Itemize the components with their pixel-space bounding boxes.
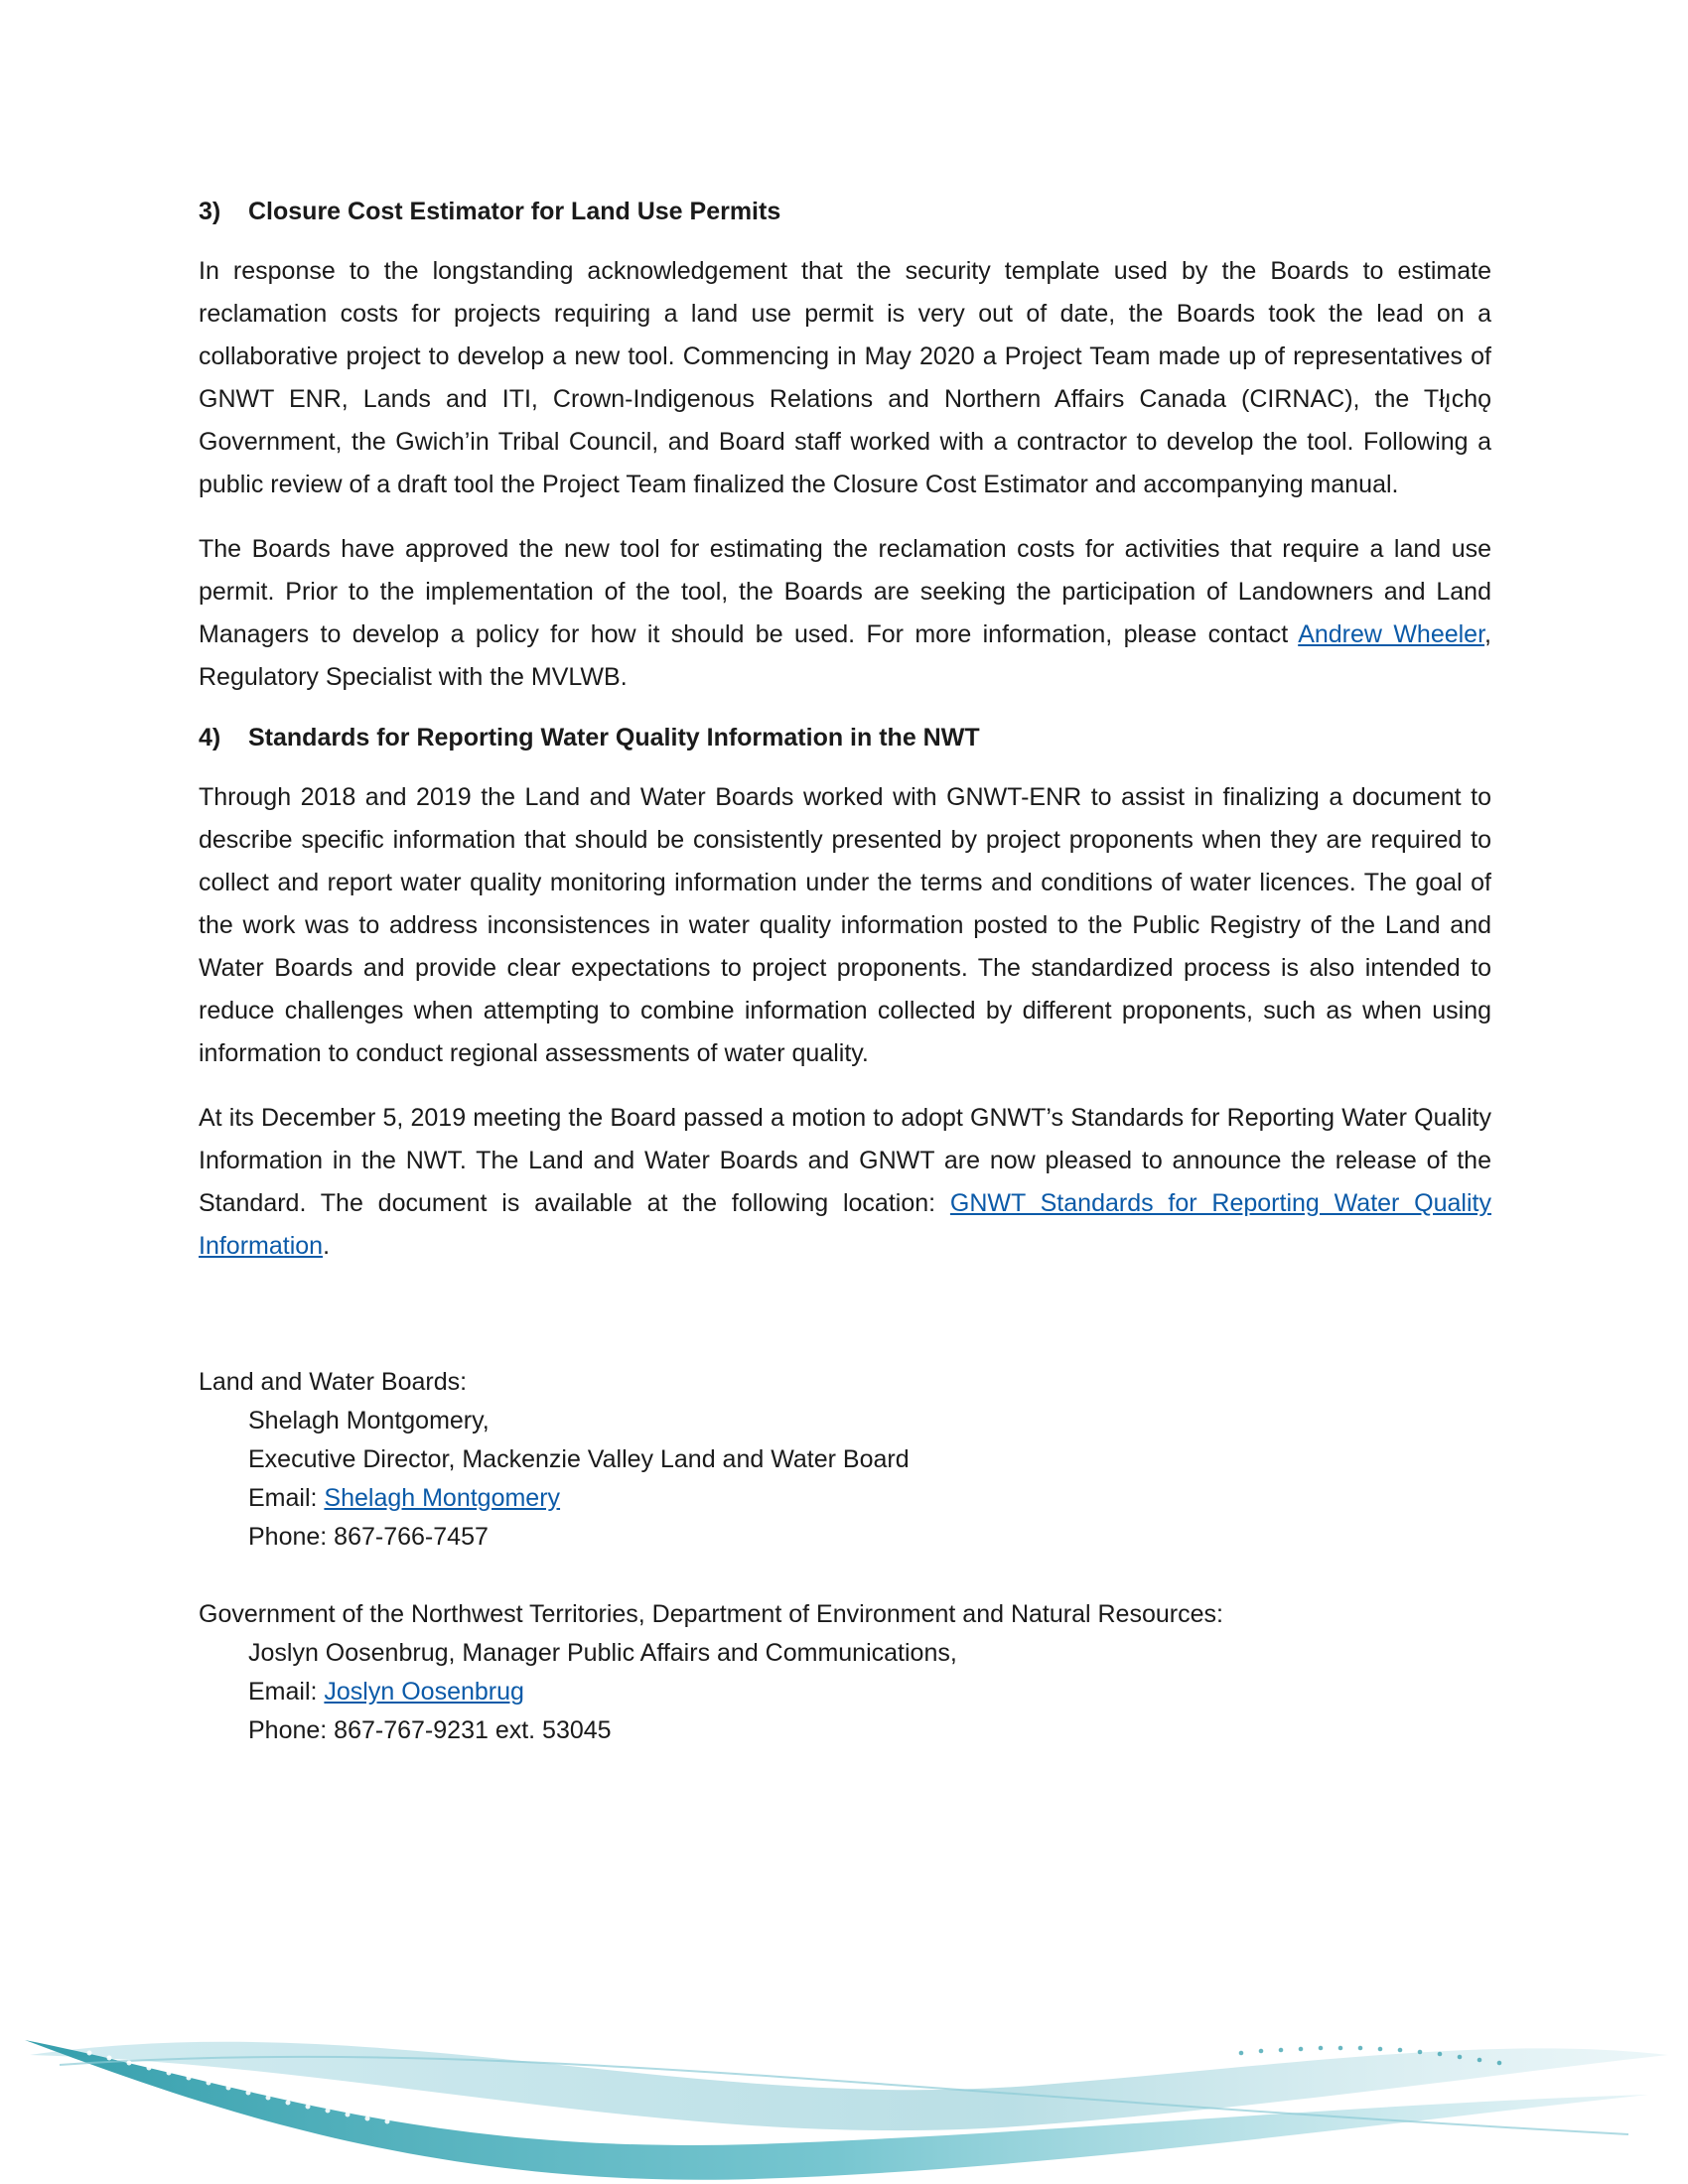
section-4-paragraph-1: Through 2018 and 2019 the Land and Water Boards worked with GNWT-ENR to assist in finalizing a document to describe specific information that should be consistently presented by project proponents when they are required to collect and report water quality monitoring information under the terms and conditions of water licences. The goal of the work was to address inconsistences in water quality information posted to the Public Registry of the Land and Water Boards and provide clear expectations to project proponents. The standardized process is also intended to reduce challenges when attempting to combine information collected by different proponents, such as when using information to conduct regional assessments of water quality.	[199, 783, 1491, 1067]
lwb-email	[199, 1479, 1491, 1518]
lwb-phone: Phone: 867-766-7457	[248, 1523, 489, 1551]
lwb-org: Land and Water Boards:	[199, 1368, 468, 1396]
lwb-contact	[199, 1363, 1491, 1557]
section-3-heading	[199, 195, 1491, 228]
section-3-paragraph-1: In response to the longstanding acknowledgement that the security template used by the Boards to estimate reclamation costs for projects requiring a land use permit is very out of date, the Boards took the lead on a collaborative project to develop a new tool. Commencing in May 2020 a Project Team made up of representatives of GNWT ENR, Lands and ITI, Crown-Indigenous Relations and Northern Affairs Canada (CIRNAC), the Tłı̨chǫ Government, the Gwich’in Tribal Council, and Board staff worked with a contractor to develop the tool. Following a public review of a draft tool the Project Team finalized the Closure Cost Estimator and accompanying manual.	[199, 257, 1491, 498]
joslyn-oosenbrug-email-link[interactable]: Joslyn Oosenbrug	[324, 1678, 524, 1706]
document-page	[199, 195, 1491, 1789]
footer-wave-decoration	[0, 1995, 1688, 2184]
section-3-paragraph-2	[199, 528, 1491, 699]
section-4-heading	[199, 721, 1491, 754]
lwb-role: Executive Director, Mackenzie Valley Land and Water Board	[248, 1445, 910, 1473]
section-4-paragraph-2-text: At its December 5, 2019 meeting the Board passed a motion to adopt GNWT’s Standards for Reporting Water Quality Information in the NWT. The Land and Water Boards and GNWT are now pleased to announce the release of the Standard. The document is available at the following location:	[199, 1104, 1491, 1217]
section-4-number: 4)	[199, 724, 221, 751]
section-4-paragraph-2	[199, 1097, 1491, 1268]
gnwt-email	[199, 1673, 1491, 1711]
andrew-wheeler-link[interactable]: Andrew Wheeler	[1298, 620, 1485, 648]
gnwt-org: Government of the Northwest Territories, Department of Environment and Natural Resources:	[199, 1600, 1223, 1628]
gnwt-email-label: Email:	[248, 1678, 325, 1706]
gnwt-name-role: Joslyn Oosenbrug, Manager Public Affairs and Communications,	[248, 1639, 957, 1667]
gnwt-standards-link[interactable]: GNWT Standards for Reporting Water Quality Information	[199, 1189, 1491, 1260]
section-3-paragraph-2-tail: , Regulatory Specialist with the MVLWB.	[199, 620, 1491, 691]
shelagh-montgomery-email-link[interactable]: Shelagh Montgomery	[324, 1484, 561, 1512]
section-3-title: Closure Cost Estimator for Land Use Permits	[248, 198, 781, 225]
section-3-paragraph-2-text: The Boards have approved the new tool for estimating the reclamation costs for activities that require a land use permit. Prior to the implementation of the tool, the Boards are seeking the participation of Landowners and Land Managers to develop a policy for how it should be used. For more information, please contact	[199, 535, 1491, 648]
lwb-email-label: Email:	[248, 1484, 325, 1512]
gnwt-contact	[199, 1595, 1491, 1750]
section-3-number: 3)	[199, 198, 221, 225]
section-4-paragraph-2-tail: .	[323, 1232, 331, 1260]
gnwt-phone: Phone: 867-767-9231 ext. 53045	[248, 1716, 612, 1744]
section-4-title: Standards for Reporting Water Quality Information in the NWT	[248, 724, 980, 751]
lwb-name: Shelagh Montgomery,	[248, 1407, 490, 1434]
contacts-block	[199, 1363, 1491, 1750]
